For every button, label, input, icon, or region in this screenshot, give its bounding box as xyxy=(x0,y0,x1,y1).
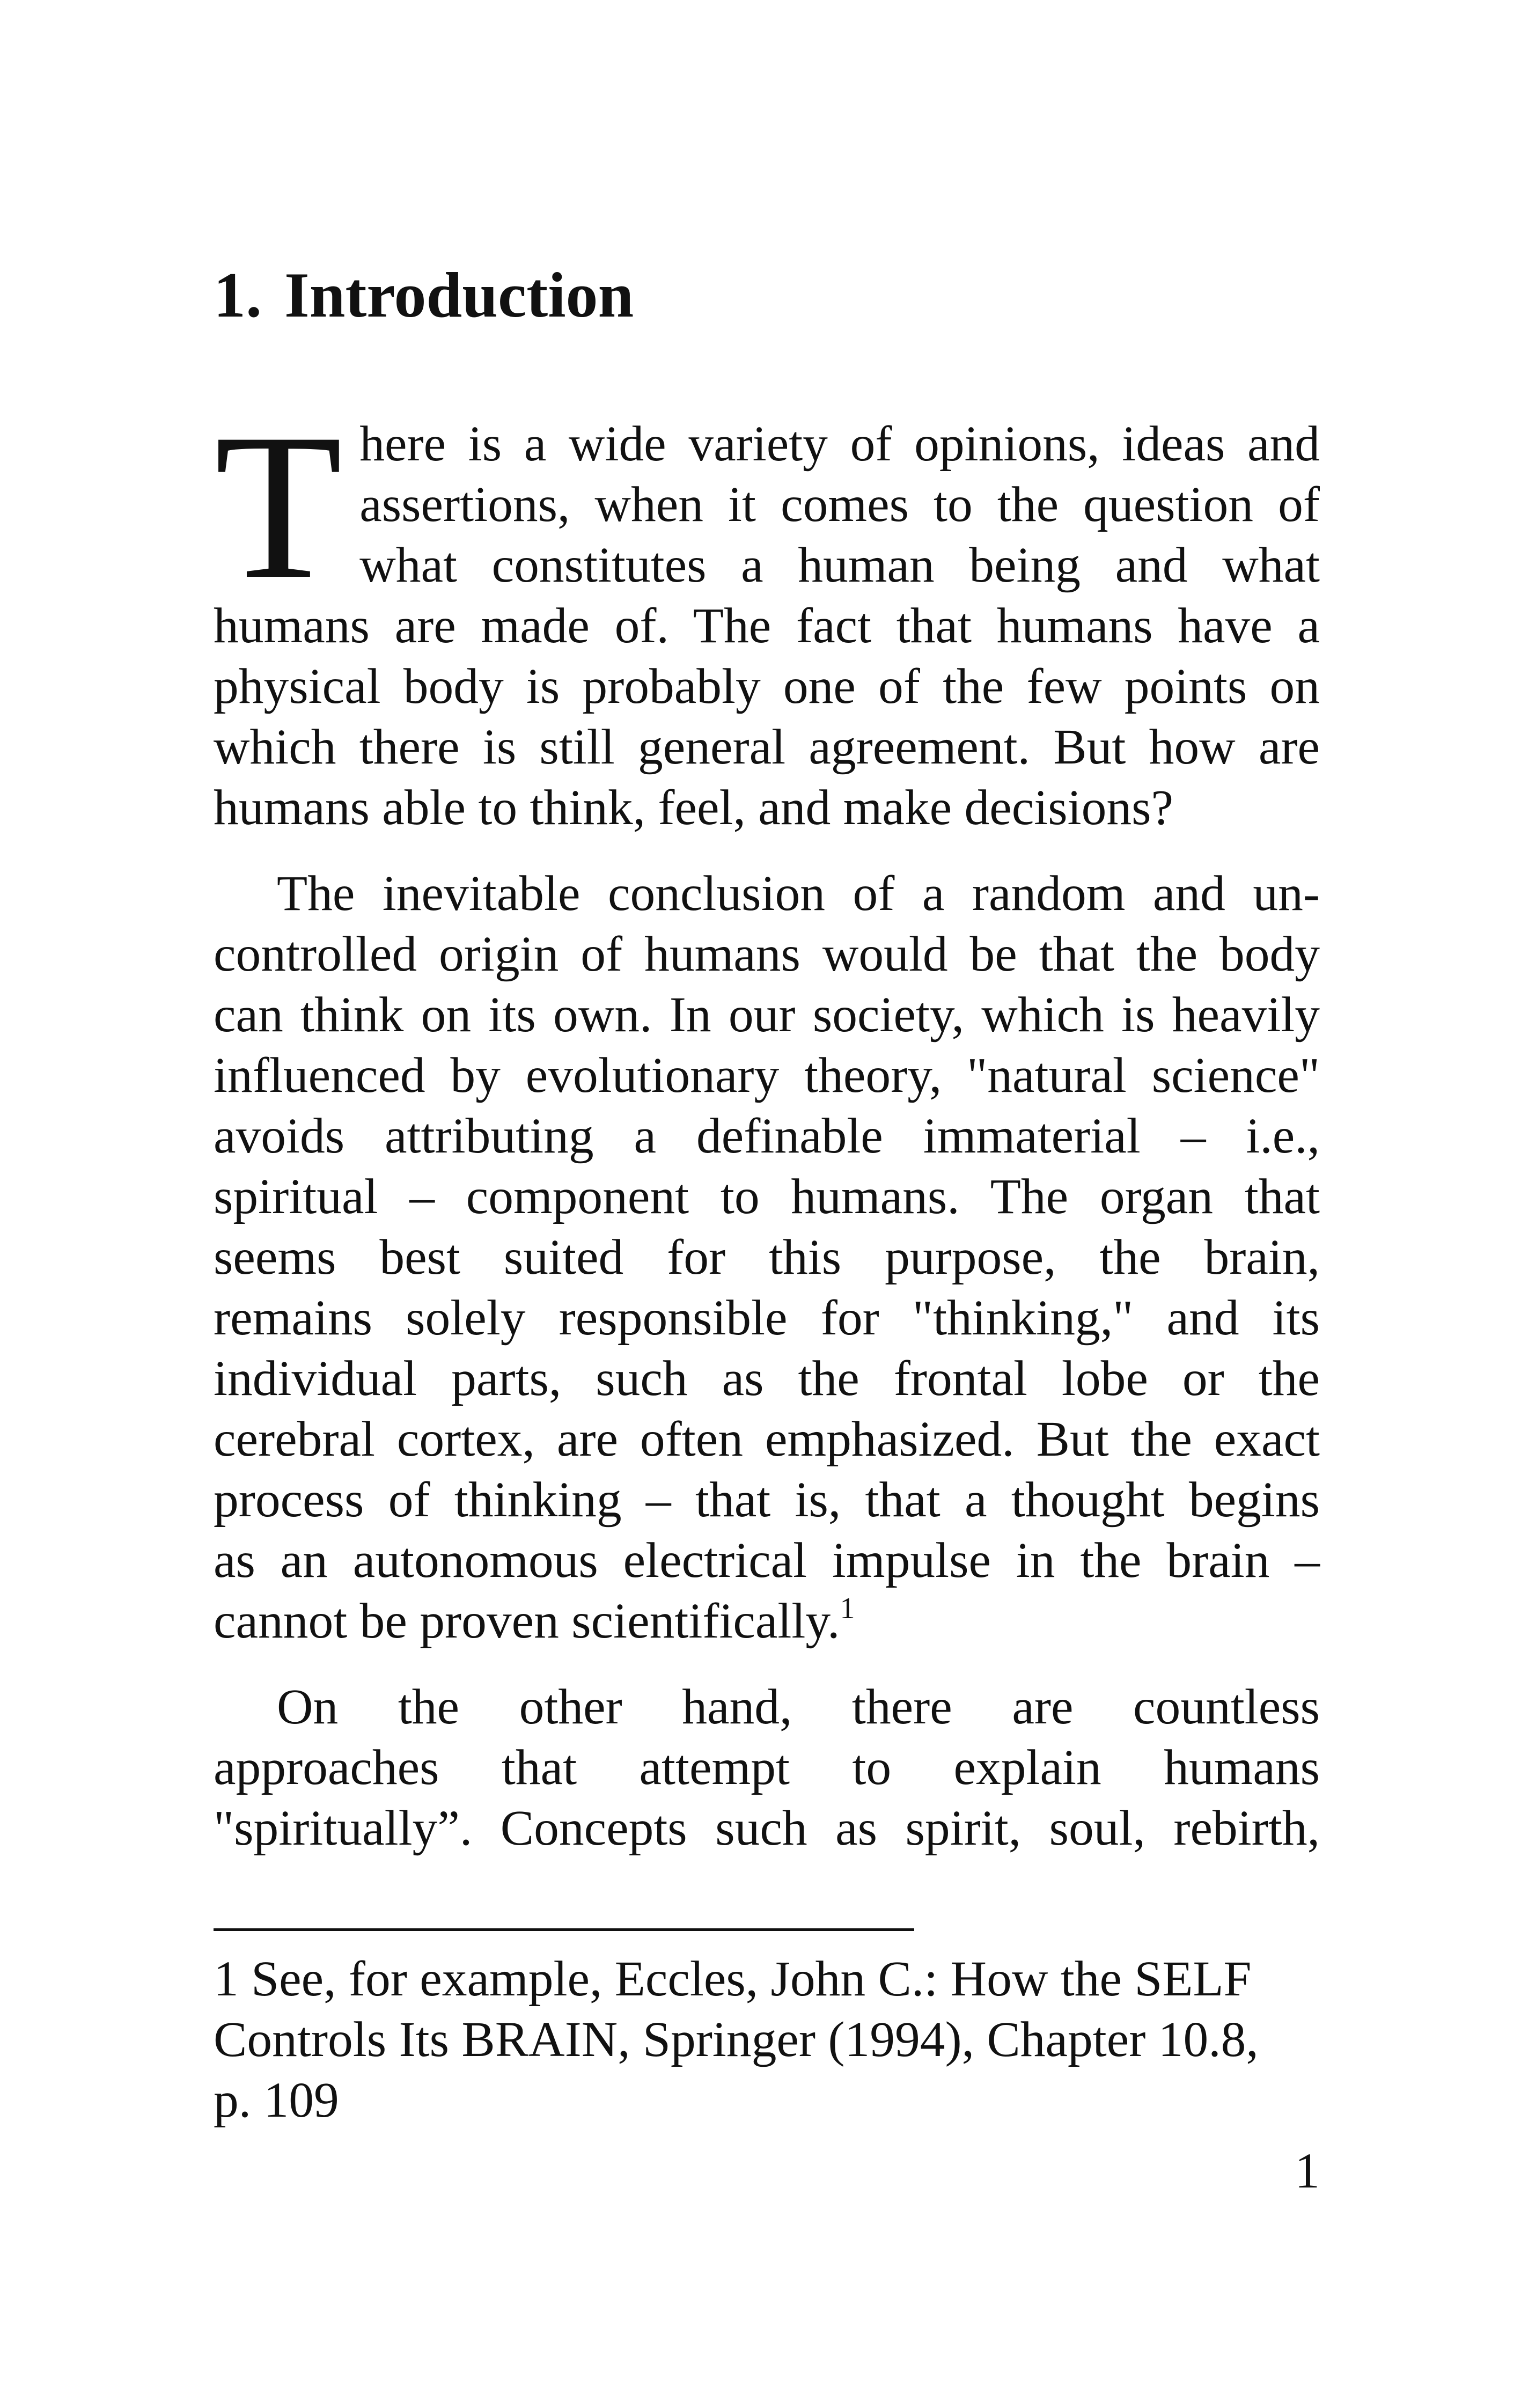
text-line: On the other hand, there are countless xyxy=(277,1679,1320,1735)
text-line: individual parts, such as the frontal lobe or the xyxy=(214,1351,1320,1406)
paragraph-2 xyxy=(214,863,1320,1651)
text-line: controlled origin of humans would be that the body xyxy=(214,927,1320,982)
text-line: process of thinking – that is, that a thought begins xyxy=(214,1472,1320,1528)
text-line: spiritual – component to humans. The organ that xyxy=(214,1169,1320,1224)
chapter-number: 1. xyxy=(214,259,262,331)
text-line: influenced by evolutionary theory, "natural science" xyxy=(214,1048,1320,1103)
text-line: humans able to think, feel, and make decisions? xyxy=(214,780,1173,835)
text-line: here is a wide variety of opinions, ideas and xyxy=(359,416,1320,472)
footnote-divider xyxy=(214,1928,914,1931)
chapter-heading xyxy=(214,255,634,335)
chapter-title: Introduction xyxy=(284,259,634,331)
text-line: "spiritually”. Concepts such as spirit, soul, rebirth, xyxy=(214,1801,1320,1856)
text-line: cannot be proven scientifically. xyxy=(214,1594,840,1649)
text-line: assertions, when it comes to the question of xyxy=(359,477,1320,532)
text-line: The inevitable conclusion of a random and un- xyxy=(277,866,1320,921)
text-line: can think on its own. In our society, which is heavily xyxy=(214,987,1320,1043)
paragraph-1 xyxy=(214,391,1320,838)
paragraph-3 xyxy=(214,1677,1320,1859)
text-line: seems best suited for this purpose, the brain, xyxy=(214,1230,1320,1285)
page-number: 1 xyxy=(1295,2143,1320,2199)
footnote-reference[interactable]: 1 xyxy=(840,1592,855,1625)
footnote-line: p. 109 xyxy=(214,2073,339,2128)
footnote xyxy=(214,1949,1320,2131)
text-line-with-footnote xyxy=(214,1591,1320,1651)
drop-cap: T xyxy=(215,391,343,622)
text-line: physical body is probably one of the few points on xyxy=(214,659,1320,714)
footnote-line: Controls Its BRAIN, Springer (1994), Chapter 10.8, xyxy=(214,2012,1259,2067)
text-line: which there is still general agreement. But how are xyxy=(214,720,1320,775)
text-line: approaches that attempt to explain humans xyxy=(214,1740,1320,1795)
text-line: avoids attributing a definable immaterial – i.e., xyxy=(214,1108,1320,1164)
text-line: cerebral cortex, are often emphasized. But the exact xyxy=(214,1412,1320,1467)
text-line: what constitutes a human being and what xyxy=(359,538,1320,593)
body-text xyxy=(214,391,1320,1859)
text-line: as an autonomous electrical impulse in the brain – xyxy=(214,1533,1320,1588)
text-line: remains solely responsible for "thinking," and its xyxy=(214,1290,1320,1346)
footnote-line: 1 See, for example, Eccles, John C.: How the SELF xyxy=(214,1951,1252,2007)
text-line: humans are made of. The fact that humans have a xyxy=(214,598,1320,654)
